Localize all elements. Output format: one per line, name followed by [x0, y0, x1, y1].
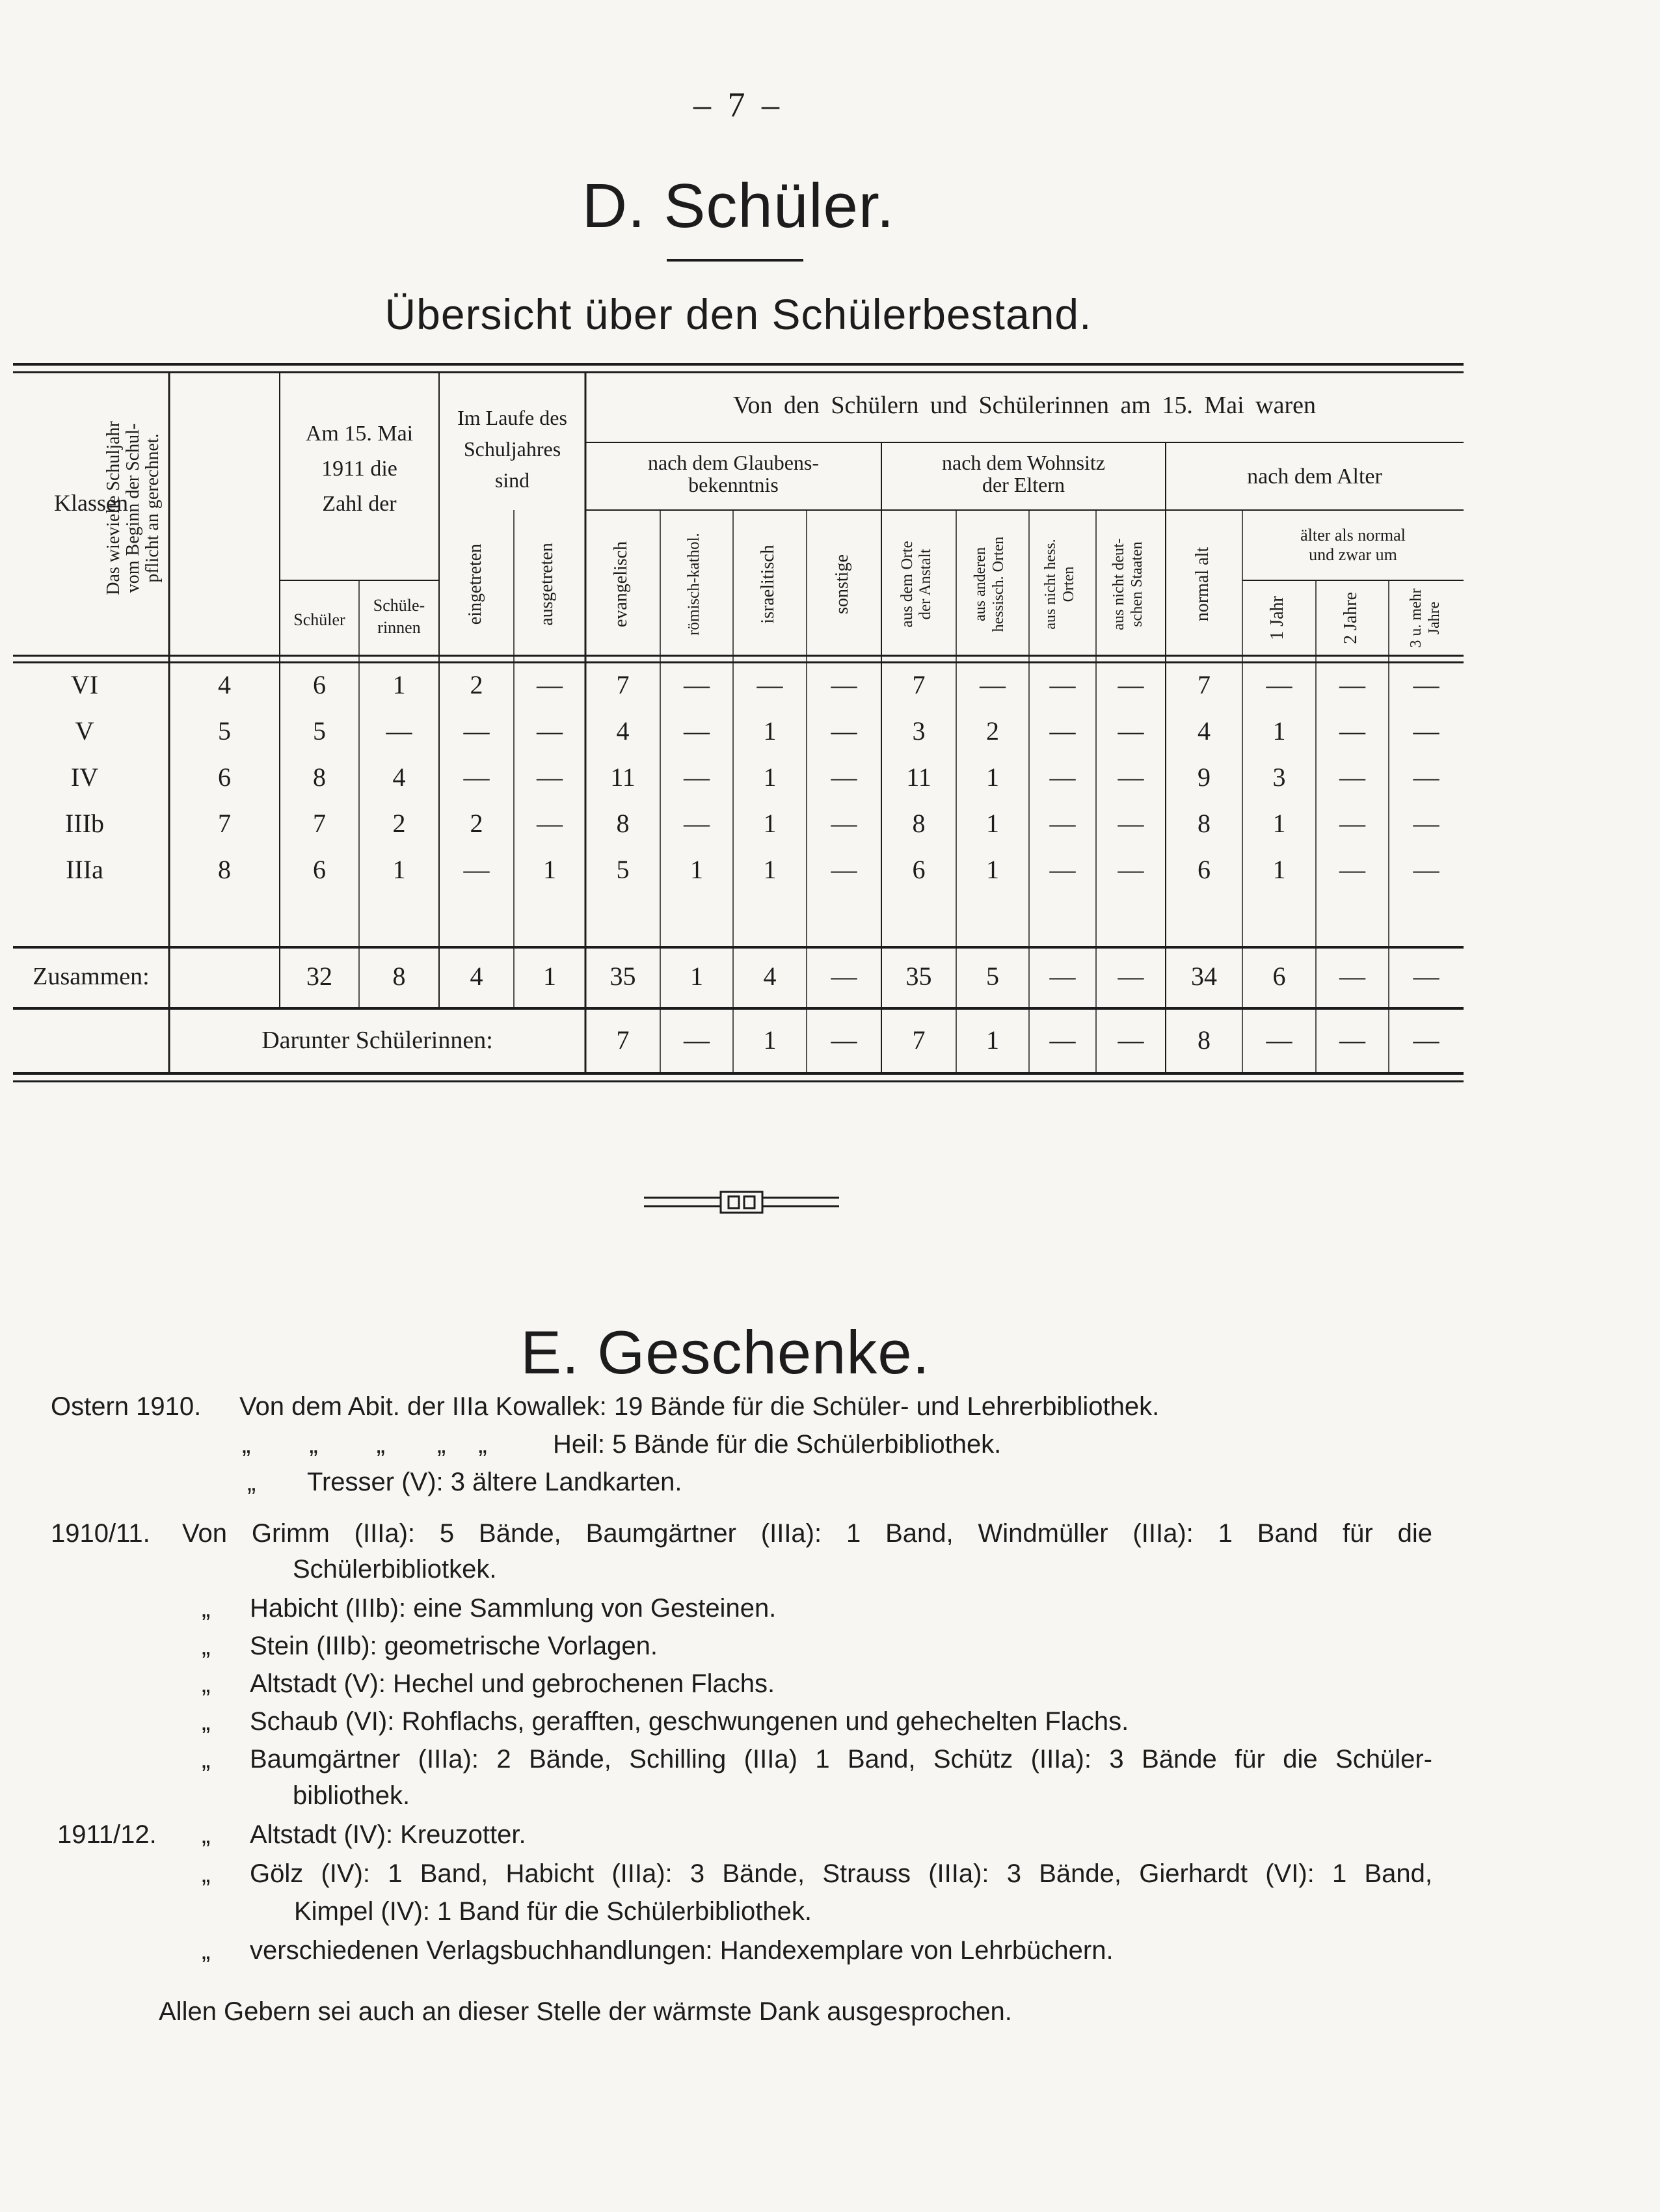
- table-cell: —: [684, 670, 710, 699]
- header-anderen-hess-line: hessisch. Orten: [990, 536, 1007, 632]
- table-cell: 2: [986, 716, 999, 746]
- table-cell: —: [1118, 670, 1144, 699]
- zusammen-cell: 1: [543, 962, 556, 991]
- header-schuljahr-line: vom Beginn der Schul-: [123, 423, 143, 593]
- darunter-cell: 1: [763, 1025, 777, 1055]
- table-cell: 3: [912, 716, 926, 746]
- header-eingetreten: eingetreten: [465, 543, 485, 625]
- table-cell: 8: [616, 809, 630, 838]
- table-cell: 7: [218, 809, 231, 838]
- ditto-mark: „: [436, 1430, 446, 1459]
- zusammen-cell: 4: [470, 962, 483, 991]
- ditto-mark: „: [202, 1936, 211, 1965]
- gift-entry: Heil: 5 Bände für die Schülerbibliothek.: [553, 1430, 1002, 1459]
- table-cell: 9: [1198, 762, 1211, 792]
- header-nicht-deutsch: [1110, 532, 1151, 636]
- zusammen-cell: 35: [609, 962, 636, 991]
- table-cell: —: [1413, 855, 1439, 884]
- ditto-mark: „: [247, 1468, 256, 1496]
- gift-year-label: 1910/11.: [51, 1519, 150, 1548]
- table-cell: —: [831, 716, 857, 746]
- table-cell: 2: [470, 809, 483, 838]
- section-e-title: E. Geschenke.: [520, 1318, 930, 1386]
- table-cell: 1: [986, 855, 999, 884]
- table-cell: 8: [218, 855, 231, 884]
- header-am15mai-line: Am 15. Mai: [305, 422, 414, 446]
- table-cell: —: [537, 670, 563, 699]
- zusammen-cell: —: [1413, 962, 1439, 991]
- header-schuljahr-line: Das wievielte Schuljahr: [103, 421, 124, 595]
- table-cell: —: [1339, 855, 1365, 884]
- gift-entry: verschiedenen Verlagsbuchhandlungen: Handexemplare von Lehrbüchern.: [250, 1936, 1114, 1965]
- student-table: [13, 363, 1464, 1085]
- header-3-jahre-line: Jahre: [1426, 601, 1443, 635]
- table-cell: 1: [763, 762, 777, 792]
- header-3-jahre: [1407, 579, 1446, 657]
- header-normal-alt: normal alt: [1192, 546, 1212, 622]
- table-cell: —: [1049, 762, 1076, 792]
- table-cell: —: [537, 762, 563, 792]
- table-cell: 5: [218, 716, 231, 746]
- table-cell: 2: [470, 670, 483, 699]
- header-schuljahr-line: pflicht an gerechnet.: [142, 433, 163, 583]
- table-cell: —: [1118, 762, 1144, 792]
- header-2-jahre: 2 Jahre: [1341, 591, 1361, 645]
- table-cell: —: [1118, 855, 1144, 884]
- header-laufe: [439, 402, 585, 496]
- table-cell: —: [537, 716, 563, 746]
- table-cell: —: [831, 855, 857, 884]
- row-klasse: IV: [70, 762, 99, 792]
- gift-entry: Habicht (IIIb): eine Sammlung von Gesteinen.: [250, 1594, 777, 1623]
- gift-entry: Von dem Abit. der IIIa Kowallek: 19 Bände für die Schüler- und Lehrerbibliothek.: [239, 1392, 1160, 1421]
- table-cell: —: [537, 809, 563, 838]
- table-cell: 1: [1272, 716, 1286, 746]
- header-glauben: [585, 452, 881, 496]
- header-schuelerinnen-line: Schüle-: [373, 596, 425, 615]
- ditto-mark: „: [242, 1430, 251, 1459]
- table-cell: 5: [616, 855, 630, 884]
- table-cell: 7: [1198, 670, 1211, 699]
- zusammen-cell: —: [1049, 962, 1076, 991]
- header-am15mai-line: 1911 die: [321, 457, 397, 481]
- header-roemisch: römisch-kathol.: [685, 533, 703, 636]
- table-cell: —: [1339, 762, 1365, 792]
- section-d-title: D. Schüler.: [582, 171, 895, 241]
- header-schuljahr: [104, 365, 189, 651]
- table-cell: 4: [392, 762, 406, 792]
- table-cell: 3: [1272, 762, 1286, 792]
- title-rule: [667, 259, 803, 262]
- header-laufe-line: Im Laufe des: [457, 406, 567, 429]
- darunter-cell: —: [1413, 1025, 1439, 1055]
- gift-entry: bibliothek.: [293, 1781, 410, 1810]
- table-cell: 1: [986, 762, 999, 792]
- gift-entry: Baumgärtner (IIIa): 2 Bände, Schilling (IIIa) 1 Band, Schütz (IIIa): 3 Bände für die Schüler-: [250, 1745, 1432, 1774]
- header-laufe-line: Schuljahres: [463, 437, 561, 461]
- darunter-cell: —: [831, 1025, 857, 1055]
- table-cell: —: [463, 762, 490, 792]
- header-orte-anstalt-line: aus dem Orte: [898, 541, 916, 628]
- header-alter: nach dem Alter: [1247, 465, 1382, 489]
- section-d-subtitle: Übersicht über den Schülerbestand.: [384, 290, 1092, 338]
- gift-entry: Kimpel (IV): 1 Band für die Schülerbibliothek.: [294, 1897, 812, 1926]
- table-cell: —: [1266, 670, 1292, 699]
- ditto-mark: „: [202, 1745, 211, 1774]
- table-cell: 7: [313, 809, 326, 838]
- table-cell: 6: [1198, 855, 1211, 884]
- header-am15mai: [280, 416, 439, 522]
- table-cell: 4: [616, 716, 630, 746]
- header-ausgetreten: ausgetreten: [537, 543, 557, 626]
- header-laufe-line: sind: [494, 468, 530, 492]
- darunter-cell: —: [1339, 1025, 1365, 1055]
- ditto-mark: „: [202, 1859, 211, 1888]
- header-israelitisch: israelitisch: [758, 545, 778, 624]
- table-cell: —: [463, 855, 490, 884]
- header-wohnsitz-line: der Eltern: [982, 473, 1065, 496]
- header-aelter: [1242, 526, 1464, 565]
- table-cell: 1: [392, 670, 406, 699]
- gift-entry: Stein (IIIb): geometrische Vorlagen.: [250, 1632, 658, 1660]
- zusammen-cell: 4: [763, 962, 777, 991]
- table-cell: —: [831, 762, 857, 792]
- zusammen-cell: 35: [905, 962, 932, 991]
- table-cell: 4: [218, 670, 231, 699]
- ditto-mark: „: [309, 1430, 318, 1459]
- darunter-cell: —: [684, 1025, 710, 1055]
- table-cell: 8: [313, 762, 326, 792]
- gift-entry: Tresser (V): 3 ältere Landkarten.: [307, 1468, 682, 1496]
- table-cell: —: [1413, 716, 1439, 746]
- gift-entry: Schülerbibliotkek.: [293, 1555, 497, 1584]
- zusammen-cell: —: [1118, 962, 1144, 991]
- table-cell: 1: [986, 809, 999, 838]
- gift-entry: Altstadt (IV): Kreuzotter.: [250, 1820, 526, 1849]
- table-cell: 1: [763, 855, 777, 884]
- table-cell: 8: [1198, 809, 1211, 838]
- darunter-label: Darunter Schülerinnen:: [261, 1027, 493, 1054]
- table-cell: —: [1118, 809, 1144, 838]
- zusammen-cell: 6: [1272, 962, 1286, 991]
- gift-entry: Von Grimm (IIIa): 5 Bände, Baumgärtner (IIIa): 1 Band, Windmüller (IIIa): 1 Band für die: [182, 1519, 1432, 1548]
- table-cell: 6: [313, 670, 326, 699]
- header-aelter-line: älter als normal: [1300, 526, 1406, 545]
- page-number: – 7 –: [693, 85, 783, 124]
- table-cell: 1: [763, 809, 777, 838]
- header-glauben-line: nach dem Glaubens-: [647, 451, 819, 474]
- table-cell: —: [1049, 670, 1076, 699]
- table-cell: 1: [1272, 809, 1286, 838]
- thanks-line: Allen Gebern sei auch an dieser Stelle der wärmste Dank ausgesprochen.: [159, 1997, 1012, 2026]
- header-nicht-deutsch-line: aus nicht deut-: [1110, 538, 1127, 630]
- header-am15mai-line: Zahl der: [322, 492, 397, 516]
- table-cell: 1: [1272, 855, 1286, 884]
- header-3-jahre-line: 3 u. mehr: [1408, 588, 1425, 648]
- zusammen-cell: 1: [690, 962, 703, 991]
- header-nicht-hess-line: Orten: [1060, 566, 1077, 602]
- ditto-mark: „: [202, 1594, 211, 1623]
- table-cell: —: [684, 716, 710, 746]
- table-cell: —: [1413, 809, 1439, 838]
- table-cell: —: [684, 762, 710, 792]
- gift-entry: Altstadt (V): Hechel und gebrochenen Flachs.: [250, 1669, 775, 1698]
- ornament-divider: [644, 1188, 839, 1217]
- header-glauben-line: bekenntnis: [688, 473, 779, 496]
- darunter-cell: 8: [1198, 1025, 1211, 1055]
- zusammen-cell: 32: [306, 962, 332, 991]
- header-nicht-hess: [1041, 532, 1083, 636]
- ditto-mark: „: [202, 1669, 211, 1698]
- table-cell: 1: [392, 855, 406, 884]
- table-cell: —: [1339, 716, 1365, 746]
- ditto-mark: „: [202, 1707, 211, 1736]
- table-cell: 4: [1198, 716, 1211, 746]
- zusammen-cell: 8: [392, 962, 406, 991]
- gift-entry: Schaub (VI): Rohflachs, gerafften, geschwungenen und gehechelten Flachs.: [250, 1707, 1129, 1736]
- header-anderen-hess-line: aus anderen: [972, 547, 989, 621]
- header-aelter-line: und zwar um: [1309, 545, 1397, 564]
- ditto-mark: „: [478, 1430, 487, 1459]
- row-klasse: V: [75, 716, 94, 746]
- table-cell: —: [684, 809, 710, 838]
- darunter-cell: 7: [616, 1025, 630, 1055]
- header-nicht-hess-line: aus nicht hess.: [1042, 539, 1059, 630]
- darunter-cell: 7: [912, 1025, 926, 1055]
- table-cell: —: [463, 716, 490, 746]
- table-cell: —: [980, 670, 1006, 699]
- header-wohnsitz: [881, 452, 1166, 496]
- table-cell: —: [1049, 716, 1076, 746]
- ditto-mark: „: [202, 1632, 211, 1660]
- table-cell: —: [1413, 762, 1439, 792]
- darunter-cell: —: [1266, 1025, 1292, 1055]
- row-klasse: VI: [70, 670, 99, 699]
- table-cell: —: [831, 670, 857, 699]
- row-klasse: IIIa: [66, 855, 103, 884]
- table-cell: 2: [392, 809, 406, 838]
- table-cell: —: [386, 716, 412, 746]
- row-klasse: IIIb: [65, 809, 104, 838]
- header-von-den: Von den Schülern und Schülerinnen am 15. Mai waren: [733, 392, 1316, 419]
- header-evangelisch: evangelisch: [611, 541, 631, 628]
- header-nicht-deutsch-line: schen Staaten: [1129, 541, 1145, 627]
- table-cell: —: [1339, 809, 1365, 838]
- header-orte-anstalt-line: der Anstalt: [917, 548, 934, 620]
- darunter-cell: —: [1118, 1025, 1144, 1055]
- table-cell: 5: [313, 716, 326, 746]
- zusammen-cell: —: [831, 962, 857, 991]
- header-schuelerinnen-line: rinnen: [377, 618, 421, 637]
- table-cell: 6: [912, 855, 926, 884]
- gift-entry: Gölz (IV): 1 Band, Habicht (IIIa): 3 Bände, Strauss (IIIa): 3 Bände, Gierhardt (VI): 1 Band,: [250, 1859, 1432, 1888]
- darunter-cell: —: [1049, 1025, 1076, 1055]
- table-cell: —: [756, 670, 783, 699]
- gift-year-label: 1911/12.: [57, 1820, 157, 1849]
- table-cell: 6: [313, 855, 326, 884]
- table-cell: 8: [912, 809, 926, 838]
- header-orte-anstalt: [898, 532, 940, 636]
- header-anderen-hess: [971, 529, 1013, 640]
- table-cell: 7: [616, 670, 630, 699]
- table-cell: 7: [912, 670, 926, 699]
- zusammen-label: Zusammen:: [33, 963, 150, 990]
- ditto-mark: „: [376, 1430, 385, 1459]
- table-cell: —: [831, 809, 857, 838]
- gift-year-label: Ostern 1910.: [51, 1392, 202, 1421]
- table-cell: —: [1049, 809, 1076, 838]
- table-cell: 11: [610, 762, 636, 792]
- table-cell: 1: [543, 855, 556, 884]
- darunter-cell: 1: [986, 1025, 999, 1055]
- zusammen-cell: 5: [986, 962, 999, 991]
- header-sonstige: sonstige: [832, 554, 852, 614]
- zusammen-cell: —: [1339, 962, 1365, 991]
- table-cell: —: [1049, 855, 1076, 884]
- table-cell: —: [1413, 670, 1439, 699]
- zusammen-cell: 34: [1191, 962, 1217, 991]
- header-klassen: Klassen: [54, 490, 128, 516]
- header-1-jahr: 1 Jahr: [1267, 596, 1287, 640]
- table-cell: 11: [906, 762, 931, 792]
- ditto-marks: [242, 1430, 487, 1459]
- table-cell: —: [1118, 716, 1144, 746]
- ditto-mark: „: [202, 1820, 211, 1849]
- table-cell: 6: [218, 762, 231, 792]
- header-schuelerinnen: [359, 595, 439, 639]
- header-wohnsitz-line: nach dem Wohnsitz: [942, 451, 1105, 474]
- table-cell: 1: [763, 716, 777, 746]
- table-cell: —: [1339, 670, 1365, 699]
- table-cell: 1: [690, 855, 703, 884]
- header-schueler: Schüler: [293, 610, 345, 629]
